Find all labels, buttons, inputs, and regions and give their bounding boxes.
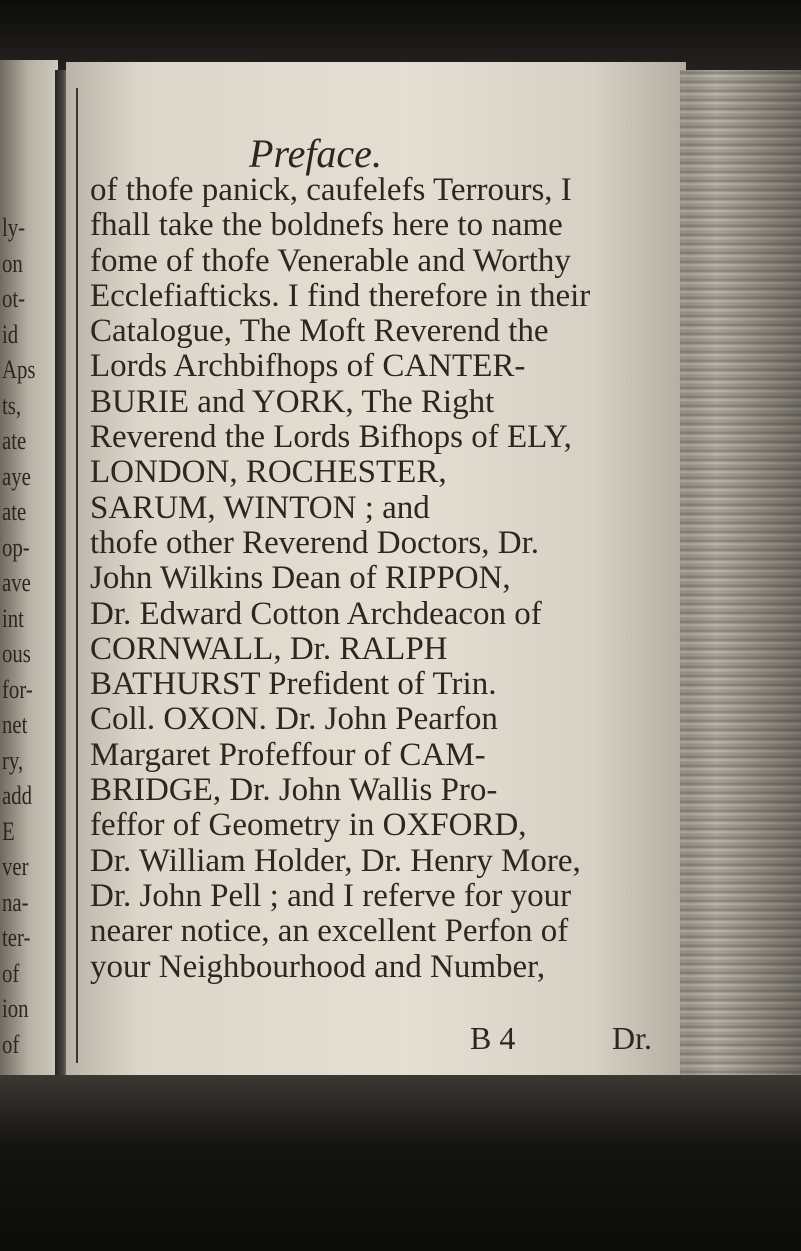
facing-page-fragment: ry, [2, 745, 24, 775]
text-line: CORNWALL, Dr. RALPH [90, 630, 448, 667]
facing-page-fragment: add [2, 781, 33, 810]
text-line: Dr. Edward Cotton Archdeacon of [90, 595, 542, 632]
text-line: fhall take the boldnefs here to name [90, 207, 563, 244]
margin-rule [76, 88, 78, 1063]
facing-page [0, 60, 58, 1100]
facing-page-fragment: int [2, 603, 24, 633]
page-header [0, 130, 801, 177]
facing-page-fragment: ot- [2, 284, 26, 313]
text-line: Margaret Profeffour of CAM- [90, 736, 486, 773]
text-line: John Wilkins Dean of RIPPON, [90, 560, 511, 597]
text-line: BRIDGE, Dr. John Wallis Pro- [90, 772, 498, 809]
header-text: Preface. [249, 131, 382, 176]
background-bottom [0, 1075, 801, 1251]
facing-page-fragment: ous [2, 639, 31, 668]
text-line: feffor of Geometry in OXFORD, [90, 807, 527, 844]
facing-page-fragment: E [2, 816, 15, 846]
facing-page-fragment: of [2, 1029, 20, 1059]
facing-page-fragment: net [2, 710, 28, 739]
text-line: of thofe panick, caufelefs Terrours, I [90, 172, 572, 208]
facing-page-fragment: of [2, 958, 20, 988]
facing-page-fragment: id [2, 319, 19, 349]
text-line: fome of thofe Venerable and Worthy [90, 242, 571, 279]
text-line: nearer notice, an excellent Perfon of [90, 913, 569, 950]
text-line: Ecclefiafticks. I find therefore in their [90, 277, 591, 314]
text-line: BATHURST Prefident of Trin. [90, 666, 497, 703]
facing-page-fragment: op- [2, 532, 30, 562]
facing-page-fragment: ion [2, 994, 29, 1023]
facing-page-fragment: for- [2, 674, 33, 704]
text-line: your Neighbourhood and Number, [90, 948, 546, 985]
text-line: Reverend the Lords Bifhops of ELY, [90, 419, 572, 456]
facing-page-fragment: na- [2, 887, 29, 917]
text-line: Dr. William Holder, Dr. Henry More, [90, 842, 581, 879]
facing-page-fragment: ate [2, 497, 27, 526]
text-line: thofe other Reverend Doctors, Dr. [90, 524, 540, 561]
signature-mark: B 4 [470, 1020, 516, 1056]
text-line: Dr. John Pell ; and I referve for your [90, 877, 572, 914]
facing-page-fragment: aye [2, 461, 31, 491]
page-edge-shade [680, 70, 801, 1080]
facing-page-fragment: ter- [2, 923, 31, 952]
facing-page-fragment: ly- [2, 213, 26, 242]
catchword: Dr. [612, 1020, 652, 1056]
facing-page-fragment: ver [2, 852, 29, 881]
text-line: LONDON, ROCHESTER, [90, 454, 447, 491]
text-line: Catalogue, The Moft Reverend the [90, 313, 549, 350]
body-text [90, 173, 690, 985]
facing-page-fragment: on [2, 248, 23, 278]
facing-page-fragment: Aps [2, 355, 36, 384]
facing-page-fragment: ave [2, 568, 31, 597]
text-line: BURIE and YORK, The Right [90, 383, 495, 420]
text-line: Lords Archbifhops of CANTER- [90, 348, 526, 385]
facing-page-fragment: ate [2, 426, 27, 455]
text-line: SARUM, WINTON ; and [90, 489, 430, 526]
text-line: Coll. OXON. Dr. John Pearfon [90, 701, 498, 738]
facing-page-fragment: ts, [2, 390, 22, 420]
facing-page-text [2, 210, 48, 1062]
